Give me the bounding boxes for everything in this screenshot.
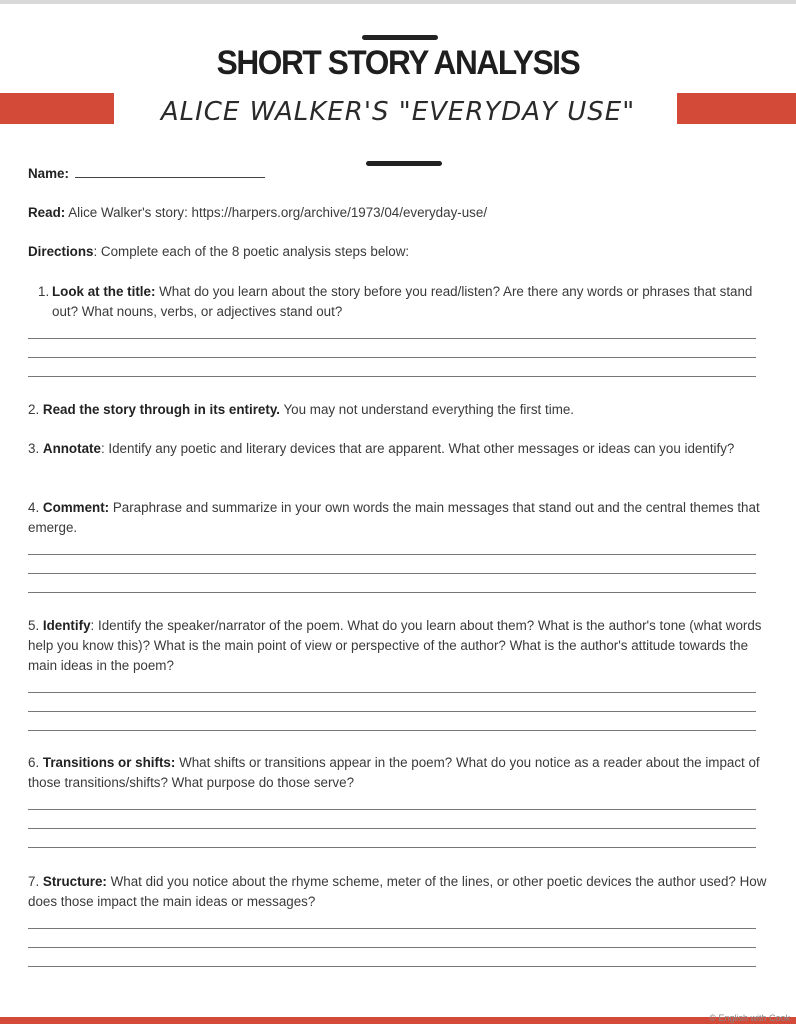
step-3-label: Annotate	[42, 441, 101, 456]
name-field	[28, 164, 265, 184]
step-1-number: 1.	[38, 284, 50, 299]
directions-text: : Complete each of the 8 poetic analysis steps below:	[93, 244, 410, 259]
directions-label: Directions	[28, 244, 94, 259]
step-2-label: Read the story through in its entirety.	[42, 402, 280, 417]
answer-line[interactable]	[28, 376, 756, 377]
step-6-number: 6.	[28, 755, 40, 770]
bottom-dash-divider	[366, 161, 442, 166]
step-4	[28, 498, 768, 538]
answer-line[interactable]	[28, 828, 756, 829]
top-dash-divider	[362, 35, 438, 40]
step-3-number: 3.	[28, 441, 40, 456]
name-blank-line[interactable]	[75, 165, 265, 178]
step-2	[28, 400, 768, 420]
answer-line[interactable]	[28, 730, 756, 731]
step-6	[28, 753, 768, 793]
answer-line[interactable]	[28, 357, 756, 358]
name-label: Name:	[28, 166, 69, 181]
answer-line[interactable]	[28, 711, 756, 712]
page-title: SHORT STORY ANALYSIS	[216, 44, 580, 82]
page-subtitle: ALICE WALKER'S "EVERYDAY USE"	[160, 97, 636, 127]
step-7-number: 7.	[28, 874, 43, 889]
step-6-text: What shifts or transitions appear in the poem? What do you notice as a reader about the impact of those transitions/shifts? What purpose do those serve?	[28, 755, 760, 790]
top-border	[0, 0, 796, 4]
answer-line[interactable]	[28, 592, 756, 593]
answer-line[interactable]	[28, 809, 756, 810]
step-1	[52, 282, 762, 322]
answer-line[interactable]	[28, 338, 756, 339]
step-5-number: 5.	[28, 618, 40, 633]
answer-line[interactable]	[28, 928, 756, 929]
directions-line	[28, 242, 409, 262]
step-2-text: You may not understand everything the first time.	[280, 402, 575, 417]
step-5-text: : Identify the speaker/narrator of the poem. What do you learn about them? What is the author's tone (what words help you know this)? What is the main point of view or perspective of the author? What is the author's attitude towards the main ideas in the poem?	[28, 618, 762, 673]
read-label: Read:	[28, 205, 66, 220]
step-7-text: What did you notice about the rhyme scheme, meter of the lines, or other poetic devices the author used? How does those impact the main ideas or messages?	[28, 874, 767, 909]
step-5-label: Identify	[42, 618, 91, 633]
step-7	[28, 872, 768, 912]
step-1-label: Look at the title:	[52, 284, 156, 299]
step-3	[28, 439, 768, 459]
step-2-number: 2.	[28, 402, 40, 417]
read-line	[28, 203, 487, 223]
step-4-label: Comment:	[42, 500, 110, 515]
read-text: Alice Walker's story: https://harpers.org/archive/1973/04/everyday-use/	[68, 205, 488, 220]
step-1-text: What do you learn about the story before you read/listen? Are there any words or phrases that stand out? What nouns, verbs, or adjectives stand out?	[52, 284, 753, 319]
bottom-accent-band	[0, 1017, 796, 1024]
footer-credit: © English with Cook	[709, 1013, 790, 1023]
step-4-text: Paraphrase and summarize in your own words the main messages that stand out and the central themes that emerge.	[28, 500, 760, 535]
answer-line[interactable]	[28, 573, 756, 574]
answer-line[interactable]	[28, 847, 756, 848]
step-7-label: Structure:	[42, 874, 107, 889]
step-3-text: : Identify any poetic and literary devices that are apparent. What other messages or ideas can you identify?	[100, 441, 735, 456]
answer-line[interactable]	[28, 554, 756, 555]
answer-line[interactable]	[28, 966, 756, 967]
answer-line[interactable]	[28, 947, 756, 948]
step-5	[28, 616, 768, 676]
step-6-label: Transitions or shifts:	[42, 755, 176, 770]
answer-line[interactable]	[28, 692, 756, 693]
step-4-number: 4.	[28, 500, 40, 515]
